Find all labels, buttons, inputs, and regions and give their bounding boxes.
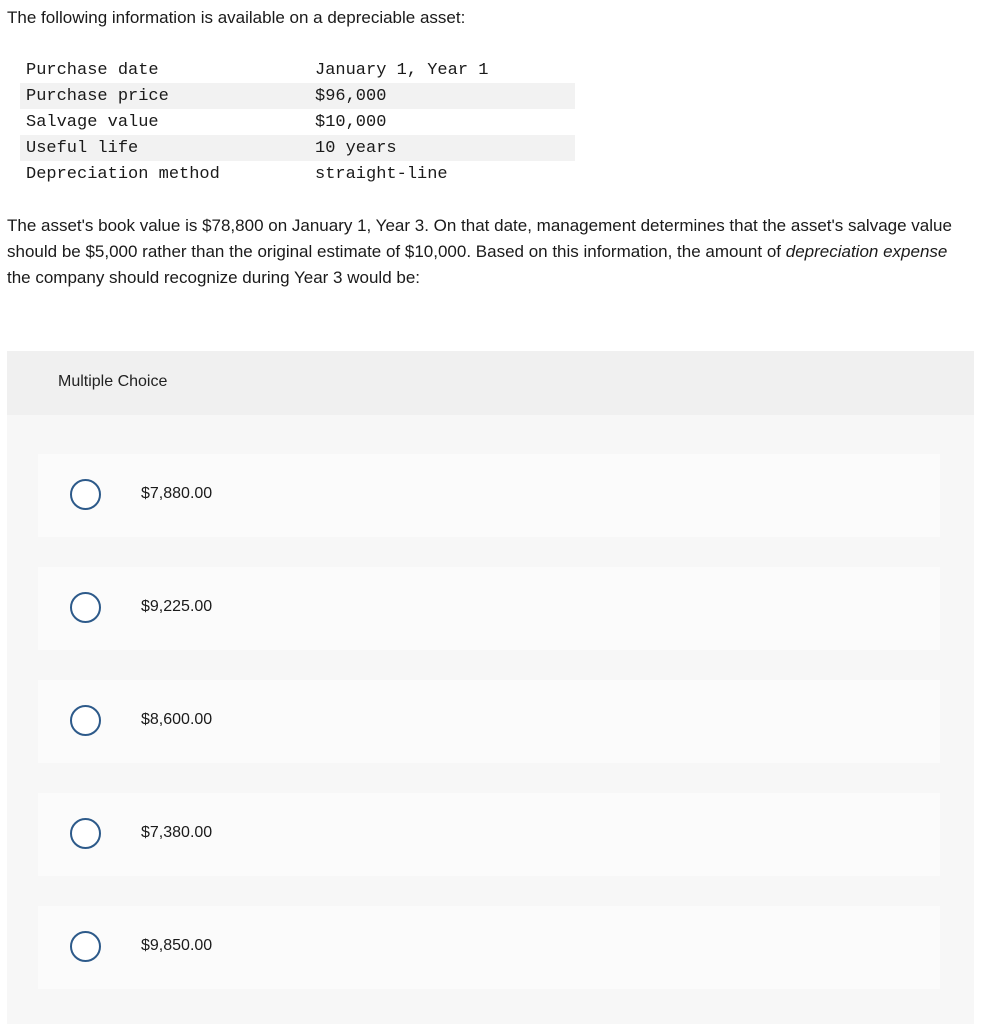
choice-option-2[interactable] [38, 567, 940, 650]
row-value: straight-line [315, 164, 448, 184]
question-emphasis: depreciation expense [785, 242, 948, 261]
question-text [7, 213, 972, 291]
choice-label: $9,850.00 [141, 937, 213, 954]
table-row [20, 109, 575, 135]
radio-circle-icon[interactable] [70, 479, 101, 510]
question-part-2: the company should recognize during Year 3 would be: [7, 268, 421, 287]
radio-circle-icon[interactable] [70, 592, 101, 623]
radio-circle-icon[interactable] [70, 705, 101, 736]
choice-option-3[interactable] [38, 680, 940, 763]
multiple-choice-title: Multiple Choice [58, 373, 168, 390]
multiple-choice-header [7, 351, 974, 415]
table-row [20, 161, 575, 187]
row-value: $10,000 [315, 112, 387, 132]
row-value: 10 years [309, 135, 575, 161]
row-value: $96,000 [309, 83, 575, 109]
asset-info-table [20, 57, 575, 187]
table-row [20, 135, 575, 161]
question-part-1: The asset's book value is $78,800 on January 1, Year 3. On that date, management determines that the asset's salvage value should be $5,000 rather than the original estimate of $10,000. Based on this information, the amount of [7, 216, 952, 261]
row-label: Salvage value [26, 112, 159, 132]
row-label: Purchase date [26, 60, 159, 80]
table-row [20, 57, 575, 83]
choice-option-5[interactable] [38, 906, 940, 989]
row-label: Useful life [20, 135, 309, 161]
choice-option-1[interactable] [38, 454, 940, 537]
row-label: Depreciation method [26, 164, 220, 184]
choice-label: $8,600.00 [141, 711, 213, 728]
choice-label: $7,380.00 [141, 824, 213, 841]
radio-circle-icon[interactable] [70, 931, 101, 962]
radio-circle-icon[interactable] [70, 818, 101, 849]
row-value: January 1, Year 1 [315, 60, 489, 80]
choice-label: $9,225.00 [141, 598, 213, 615]
choice-option-4[interactable] [38, 793, 940, 876]
table-row [20, 83, 575, 109]
row-label: Purchase price [20, 83, 309, 109]
multiple-choice-panel [7, 351, 974, 1024]
choice-label: $7,880.00 [141, 485, 213, 502]
intro-text: The following information is available on a depreciable asset: [7, 8, 466, 27]
